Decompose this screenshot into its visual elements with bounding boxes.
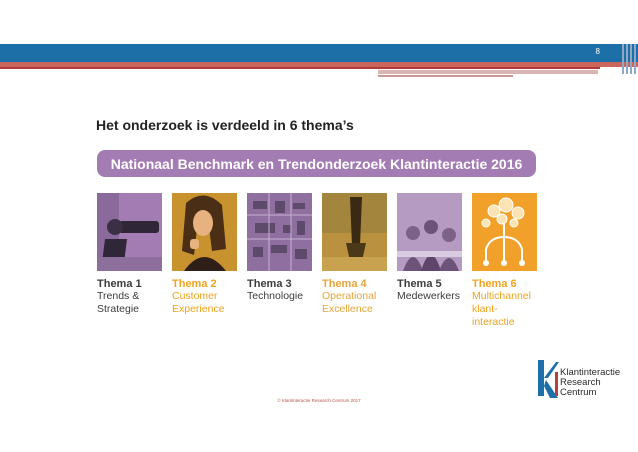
theme-5-line-1: Medewerkers	[397, 290, 461, 302]
theme-1-image	[97, 193, 162, 271]
theme-4-image	[322, 193, 387, 271]
theme-6	[472, 193, 537, 329]
theme-1	[97, 193, 162, 316]
theme-2-title: Thema 2	[172, 278, 217, 290]
theme-3-title: Thema 3	[247, 278, 292, 290]
logo-line-1: Klantinteractie	[560, 367, 621, 378]
logo-line-2: Research	[560, 377, 601, 388]
logo-text	[560, 368, 620, 398]
theme-4	[322, 193, 387, 316]
theme-2-line-1: Customer	[172, 290, 218, 302]
theme-1-title: Thema 1	[97, 278, 142, 290]
theme-4-line-1: Operational	[322, 290, 377, 302]
page-number: 8	[595, 47, 600, 56]
theme-2-image	[172, 193, 237, 271]
theme-5-image	[397, 193, 462, 271]
slide-banner: Nationaal Benchmark en Trendonderzoek Klantinteractie 2016	[97, 150, 536, 177]
slide-heading: Het onderzoek is verdeeld in 6 thema’s	[96, 117, 354, 133]
theme-6-line-3: interactie	[472, 316, 515, 328]
theme-6-title: Thema 6	[472, 278, 517, 290]
logo-mark-icon	[536, 358, 560, 402]
theme-4-line-2: Excellence	[322, 303, 373, 315]
theme-6-image	[472, 193, 537, 271]
theme-2-line-2: Experience	[172, 303, 225, 315]
theme-6-line-1: Multichannel	[472, 290, 531, 302]
theme-2	[172, 193, 237, 316]
decor-line	[0, 67, 600, 69]
decor-stripes	[622, 44, 636, 74]
theme-5	[397, 193, 462, 303]
theme-1-line-1: Trends &	[97, 290, 140, 302]
theme-3	[247, 193, 312, 303]
theme-6-line-2: klant-	[472, 303, 498, 315]
theme-4-title: Thema 4	[322, 278, 367, 290]
theme-1-line-2: Strategie	[97, 303, 140, 315]
themes-row	[97, 193, 538, 343]
theme-3-line-1: Technologie	[247, 290, 304, 302]
klantinteractie-logo	[536, 358, 626, 402]
theme-5-title: Thema 5	[397, 278, 442, 290]
decor-bar-right	[378, 70, 598, 74]
theme-3-image	[247, 193, 312, 271]
logo-line-3: Centrum	[560, 387, 597, 398]
decor-bar-right-2	[378, 75, 513, 77]
footer-copyright: © Klantinteractie Research Centrum 2017	[277, 398, 361, 403]
header-bar	[0, 44, 638, 62]
